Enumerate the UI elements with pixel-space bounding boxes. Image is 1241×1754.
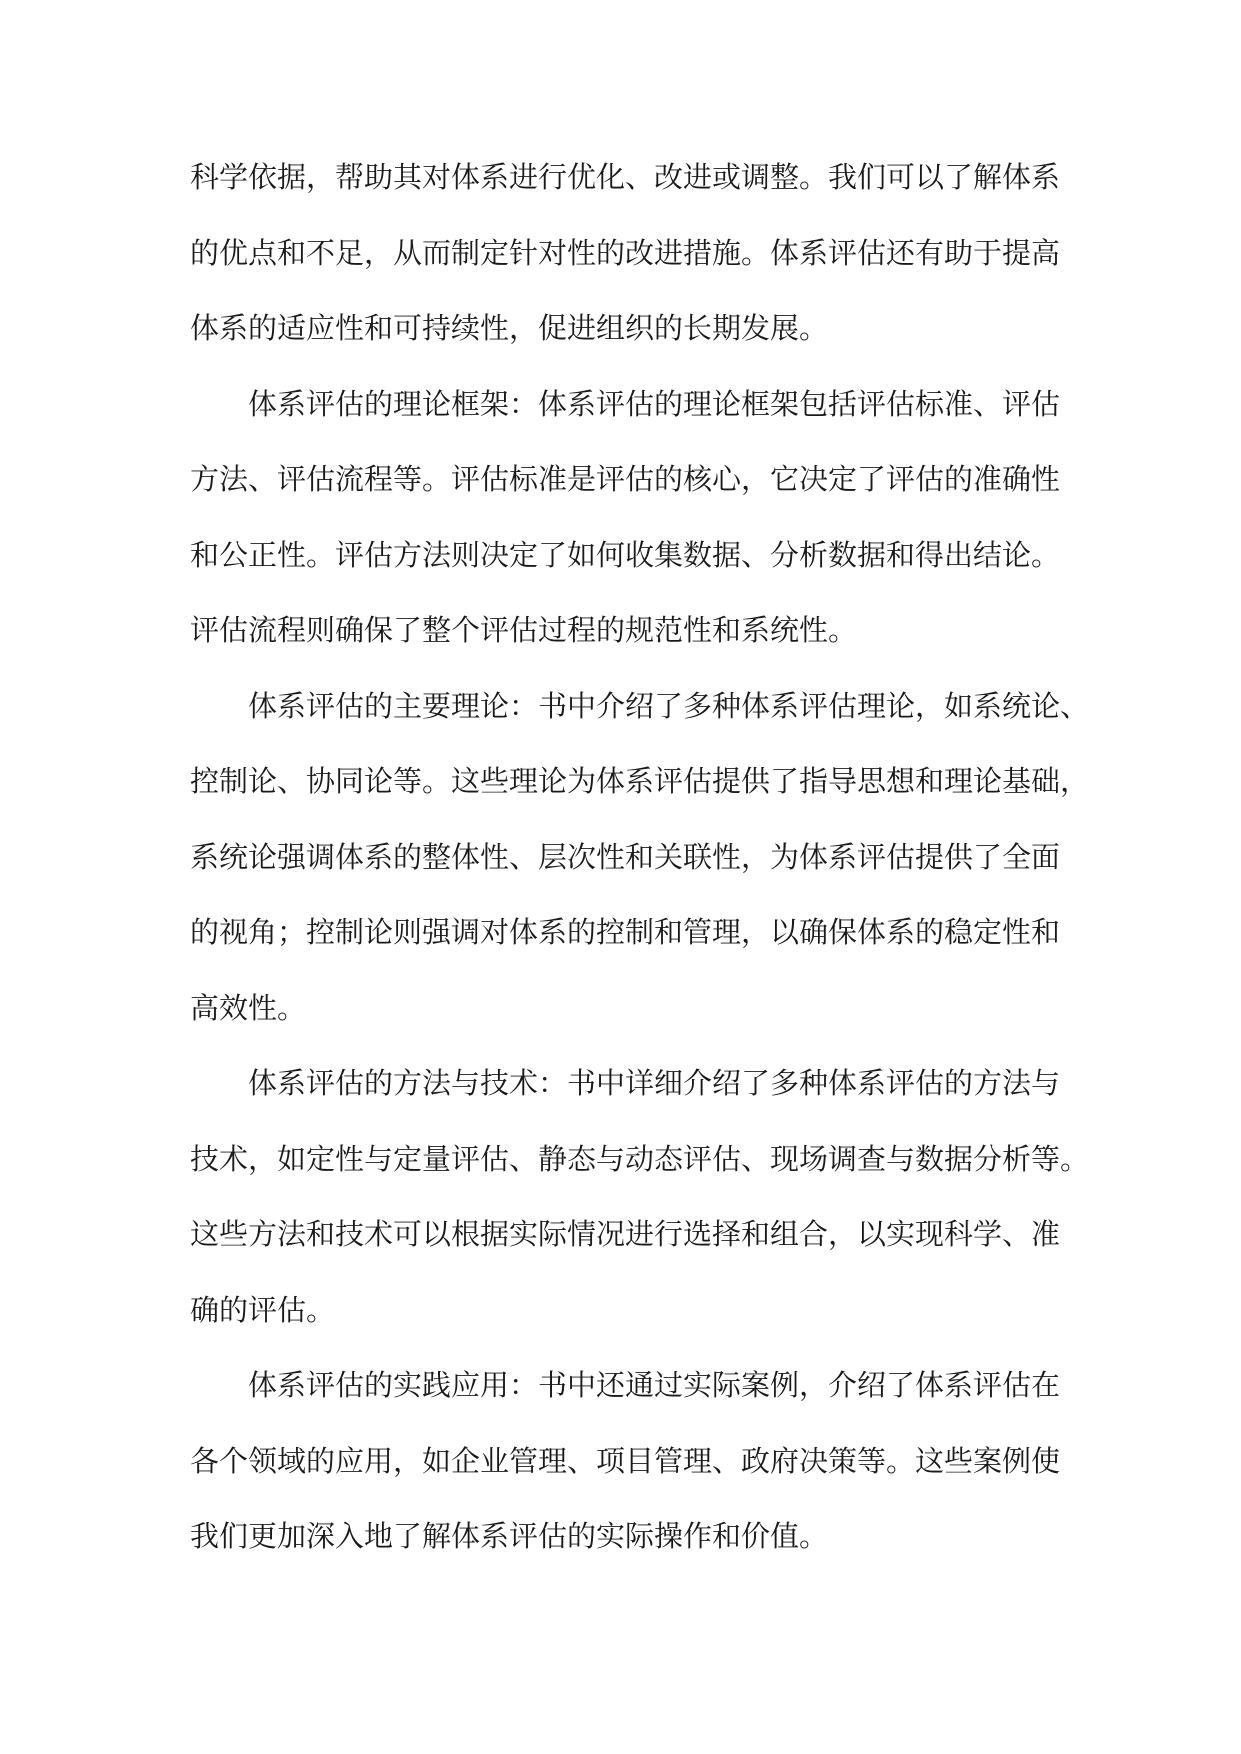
text-line: 控制论、协同论等。这些理论为体系评估提供了指导思想和理论基础， bbox=[190, 764, 1090, 798]
body-text bbox=[190, 140, 1090, 1575]
text-line: 确的评估。 bbox=[190, 1292, 336, 1327]
paragraph-start-line: 体系评估的理论框架：体系评估的理论框架包括评估标准、评估 bbox=[248, 386, 1061, 421]
paragraph-start-line: 体系评估的方法与技术：书中详细介绍了多种体系评估的方法与 bbox=[248, 1066, 1061, 1100]
text-line: 我们更加深入地了解体系评估的实际操作和价值。 bbox=[190, 1519, 829, 1553]
text-line: 和公正性。评估方法则决定了如何收集数据、分析数据和得出结论。 bbox=[190, 537, 1061, 572]
text-line: 系统论强调体系的整体性、层次性和关联性，为体系评估提供了全面 bbox=[190, 839, 1061, 874]
text-line: 高效性。 bbox=[190, 990, 307, 1025]
text-line: 这些方法和技术可以根据实际情况进行选择和组合，以实现科学、准 bbox=[190, 1217, 1061, 1251]
text-line: 各个领域的应用，如企业管理、项目管理、政府决策等。这些案例使 bbox=[190, 1443, 1061, 1478]
text-line: 方法、评估流程等。评估标准是评估的核心，它决定了评估的准确性 bbox=[190, 462, 1061, 496]
text-line: 评估流程则确保了整个评估过程的规范性和系统性。 bbox=[190, 613, 858, 647]
paragraph-start-line: 体系评估的主要理论：书中介绍了多种体系评估理论，如系统论、 bbox=[248, 688, 1090, 723]
text-line: 的视角；控制论则强调对体系的控制和管理，以确保体系的稳定性和 bbox=[190, 915, 1061, 949]
text-line: 技术，如定性与定量评估、静态与动态评估、现场调查与数据分析等。 bbox=[190, 1141, 1090, 1176]
text-line: 科学依据，帮助其对体系进行优化、改进或调整。我们可以了解体系 bbox=[190, 160, 1061, 194]
text-line: 的优点和不足，从而制定针对性的改进措施。体系评估还有助于提高 bbox=[190, 235, 1061, 270]
paragraph-start-line: 体系评估的实践应用：书中还通过实际案例，介绍了体系评估在 bbox=[248, 1368, 1061, 1402]
text-line: 体系的适应性和可持续性，促进组织的长期发展。 bbox=[190, 311, 829, 345]
